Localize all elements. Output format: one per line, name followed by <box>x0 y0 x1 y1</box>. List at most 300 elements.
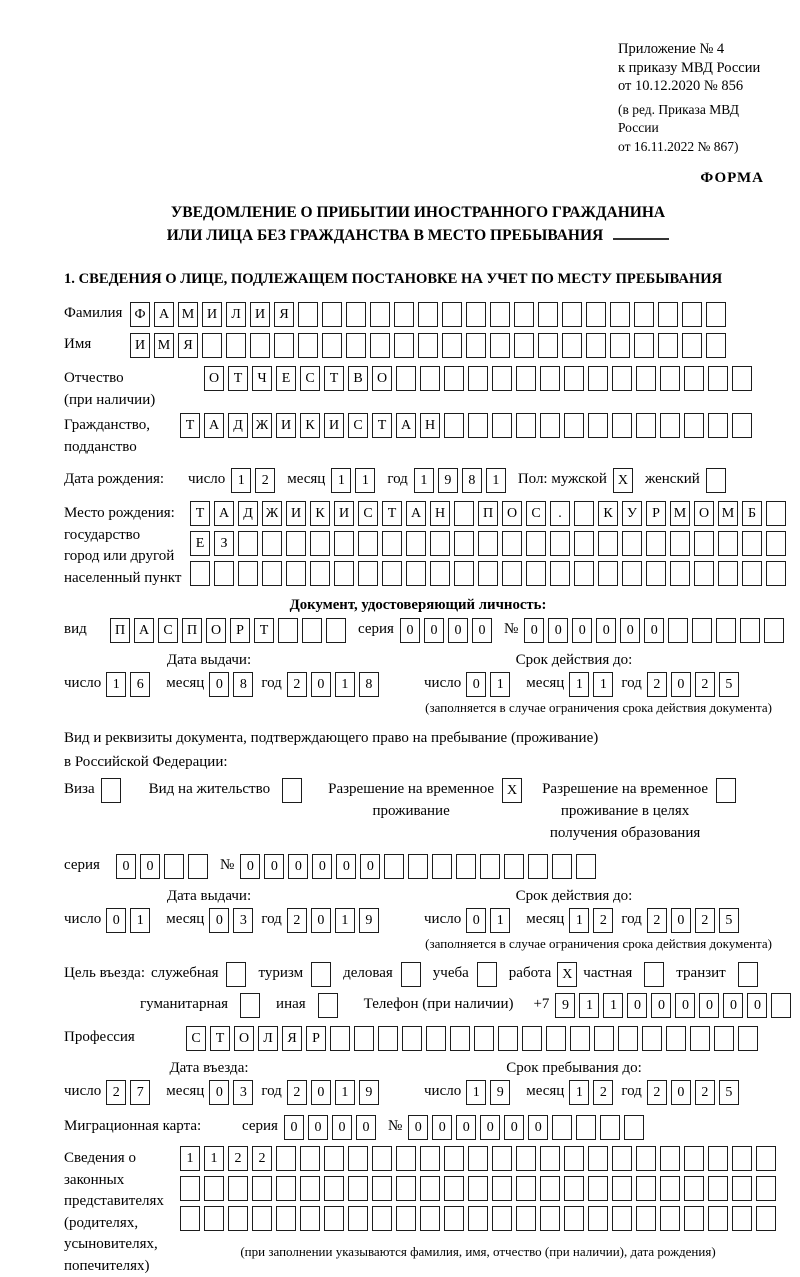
char-cell[interactable] <box>540 366 560 391</box>
char-cell[interactable] <box>420 366 440 391</box>
char-cell[interactable] <box>540 1146 560 1171</box>
char-cell[interactable] <box>468 413 488 438</box>
char-cell[interactable]: П <box>110 618 130 643</box>
char-cell[interactable]: 2 <box>287 908 307 933</box>
char-cell[interactable]: 8 <box>462 468 482 493</box>
char-cell[interactable] <box>262 531 282 556</box>
char-cell[interactable] <box>766 501 786 526</box>
char-cell[interactable] <box>718 561 738 586</box>
char-cell[interactable]: Ф <box>130 302 150 327</box>
char-cell[interactable] <box>444 366 464 391</box>
char-cell[interactable]: 9 <box>555 993 575 1018</box>
char-cell[interactable] <box>180 1176 200 1201</box>
char-cell[interactable] <box>442 333 462 358</box>
char-cell[interactable] <box>636 413 656 438</box>
char-cell[interactable] <box>570 1026 590 1051</box>
char-cell[interactable] <box>394 333 414 358</box>
temp-residence-education-checkbox[interactable] <box>716 778 736 803</box>
char-cell[interactable] <box>516 1206 536 1231</box>
char-cell[interactable] <box>764 618 784 643</box>
char-cell[interactable]: 0 <box>671 1080 691 1105</box>
purpose-business-checkbox[interactable] <box>401 962 421 987</box>
char-cell[interactable] <box>276 1146 296 1171</box>
char-cell[interactable]: М <box>670 501 690 526</box>
char-cell[interactable]: П <box>478 501 498 526</box>
char-cell[interactable] <box>228 1176 248 1201</box>
char-cell[interactable] <box>466 302 486 327</box>
char-cell[interactable] <box>732 1176 752 1201</box>
char-cell[interactable] <box>526 531 546 556</box>
char-cell[interactable]: 9 <box>490 1080 510 1105</box>
char-cell[interactable] <box>204 1176 224 1201</box>
char-cell[interactable] <box>204 1206 224 1231</box>
char-cell[interactable]: Ч <box>252 366 272 391</box>
char-cell[interactable]: Р <box>306 1026 326 1051</box>
char-cell[interactable]: Д <box>238 501 258 526</box>
char-cell[interactable] <box>300 1146 320 1171</box>
char-cell[interactable] <box>418 302 438 327</box>
char-cell[interactable]: 1 <box>355 468 375 493</box>
char-cell[interactable] <box>444 1176 464 1201</box>
char-cell[interactable]: 0 <box>408 1115 428 1140</box>
char-cell[interactable]: 0 <box>627 993 647 1018</box>
char-cell[interactable]: О <box>206 618 226 643</box>
char-cell[interactable]: Я <box>178 333 198 358</box>
char-cell[interactable] <box>370 333 390 358</box>
char-cell[interactable] <box>660 413 680 438</box>
char-cell[interactable] <box>498 1026 518 1051</box>
char-cell[interactable]: И <box>202 302 222 327</box>
char-cell[interactable] <box>708 1176 728 1201</box>
char-cell[interactable]: 0 <box>596 618 616 643</box>
char-cell[interactable] <box>322 333 342 358</box>
char-cell[interactable] <box>516 1176 536 1201</box>
char-cell[interactable] <box>478 561 498 586</box>
char-cell[interactable] <box>190 561 210 586</box>
char-cell[interactable] <box>636 1176 656 1201</box>
char-cell[interactable] <box>324 1206 344 1231</box>
char-cell[interactable] <box>666 1026 686 1051</box>
char-cell[interactable] <box>646 561 666 586</box>
char-cell[interactable] <box>468 366 488 391</box>
char-cell[interactable] <box>310 531 330 556</box>
char-cell[interactable] <box>492 1176 512 1201</box>
char-cell[interactable] <box>528 854 548 879</box>
char-cell[interactable] <box>214 561 234 586</box>
char-cell[interactable] <box>444 413 464 438</box>
char-cell[interactable] <box>598 531 618 556</box>
char-cell[interactable] <box>516 413 536 438</box>
char-cell[interactable] <box>468 1146 488 1171</box>
char-cell[interactable]: 9 <box>438 468 458 493</box>
char-cell[interactable]: Я <box>274 302 294 327</box>
char-cell[interactable]: М <box>154 333 174 358</box>
char-cell[interactable] <box>310 561 330 586</box>
char-cell[interactable]: 5 <box>719 1080 739 1105</box>
char-cell[interactable] <box>708 366 728 391</box>
char-cell[interactable]: С <box>348 413 368 438</box>
char-cell[interactable] <box>756 1206 776 1231</box>
char-cell[interactable] <box>660 1206 680 1231</box>
char-cell[interactable] <box>514 302 534 327</box>
char-cell[interactable]: 0 <box>311 908 331 933</box>
char-cell[interactable]: 0 <box>209 908 229 933</box>
char-cell[interactable]: 1 <box>204 1146 224 1171</box>
char-cell[interactable] <box>618 1026 638 1051</box>
char-cell[interactable]: 0 <box>400 618 420 643</box>
char-cell[interactable]: 2 <box>252 1146 272 1171</box>
char-cell[interactable] <box>660 1176 680 1201</box>
char-cell[interactable]: 1 <box>335 672 355 697</box>
char-cell[interactable] <box>490 333 510 358</box>
residence-permit-checkbox[interactable] <box>282 778 302 803</box>
char-cell[interactable]: 0 <box>356 1115 376 1140</box>
char-cell[interactable] <box>406 561 426 586</box>
char-cell[interactable] <box>684 1146 704 1171</box>
char-cell[interactable] <box>382 561 402 586</box>
char-cell[interactable] <box>384 854 404 879</box>
char-cell[interactable]: 8 <box>359 672 379 697</box>
char-cell[interactable] <box>430 561 450 586</box>
char-cell[interactable]: 0 <box>432 1115 452 1140</box>
char-cell[interactable]: 0 <box>644 618 664 643</box>
char-cell[interactable] <box>226 333 246 358</box>
char-cell[interactable] <box>708 413 728 438</box>
char-cell[interactable]: 1 <box>486 468 506 493</box>
char-cell[interactable]: С <box>300 366 320 391</box>
char-cell[interactable] <box>546 1026 566 1051</box>
char-cell[interactable]: 0 <box>336 854 356 879</box>
char-cell[interactable] <box>286 561 306 586</box>
char-cell[interactable]: 2 <box>287 1080 307 1105</box>
char-cell[interactable]: 2 <box>695 908 715 933</box>
char-cell[interactable]: Т <box>228 366 248 391</box>
char-cell[interactable]: 0 <box>747 993 767 1018</box>
char-cell[interactable] <box>334 561 354 586</box>
char-cell[interactable]: 0 <box>311 1080 331 1105</box>
char-cell[interactable] <box>354 1026 374 1051</box>
purpose-study-checkbox[interactable] <box>477 962 497 987</box>
char-cell[interactable]: А <box>204 413 224 438</box>
char-cell[interactable]: 1 <box>569 908 589 933</box>
purpose-humanitarian-checkbox[interactable] <box>240 993 260 1018</box>
char-cell[interactable]: Л <box>226 302 246 327</box>
char-cell[interactable] <box>468 1176 488 1201</box>
char-cell[interactable] <box>372 1176 392 1201</box>
char-cell[interactable]: 0 <box>723 993 743 1018</box>
char-cell[interactable]: А <box>154 302 174 327</box>
char-cell[interactable] <box>450 1026 470 1051</box>
char-cell[interactable]: 5 <box>719 672 739 697</box>
char-cell[interactable]: А <box>406 501 426 526</box>
char-cell[interactable] <box>474 1026 494 1051</box>
char-cell[interactable]: 1 <box>335 908 355 933</box>
char-cell[interactable]: 7 <box>130 1080 150 1105</box>
char-cell[interactable]: 2 <box>228 1146 248 1171</box>
char-cell[interactable] <box>372 1146 392 1171</box>
char-cell[interactable] <box>622 531 642 556</box>
char-cell[interactable] <box>300 1206 320 1231</box>
char-cell[interactable] <box>588 1146 608 1171</box>
char-cell[interactable] <box>694 561 714 586</box>
char-cell[interactable] <box>516 1146 536 1171</box>
char-cell[interactable] <box>588 1206 608 1231</box>
char-cell[interactable] <box>262 561 282 586</box>
char-cell[interactable]: 0 <box>675 993 695 1018</box>
char-cell[interactable]: 0 <box>456 1115 476 1140</box>
char-cell[interactable] <box>690 1026 710 1051</box>
purpose-work-checkbox[interactable]: X <box>557 962 577 987</box>
char-cell[interactable] <box>516 366 536 391</box>
char-cell[interactable] <box>274 333 294 358</box>
char-cell[interactable] <box>636 1206 656 1231</box>
char-cell[interactable]: 9 <box>359 1080 379 1105</box>
char-cell[interactable] <box>612 413 632 438</box>
char-cell[interactable] <box>396 1206 416 1231</box>
char-cell[interactable] <box>324 1176 344 1201</box>
char-cell[interactable] <box>396 366 416 391</box>
char-cell[interactable] <box>684 366 704 391</box>
char-cell[interactable]: 1 <box>180 1146 200 1171</box>
char-cell[interactable]: В <box>348 366 368 391</box>
char-cell[interactable] <box>738 1026 758 1051</box>
char-cell[interactable] <box>346 302 366 327</box>
char-cell[interactable]: 0 <box>572 618 592 643</box>
char-cell[interactable]: 1 <box>593 672 613 697</box>
char-cell[interactable]: Н <box>430 501 450 526</box>
char-cell[interactable] <box>684 1206 704 1231</box>
char-cell[interactable]: 0 <box>288 854 308 879</box>
char-cell[interactable] <box>564 413 584 438</box>
char-cell[interactable] <box>732 1206 752 1231</box>
char-cell[interactable]: 1 <box>335 1080 355 1105</box>
char-cell[interactable] <box>766 561 786 586</box>
char-cell[interactable]: 0 <box>671 672 691 697</box>
char-cell[interactable] <box>326 618 346 643</box>
char-cell[interactable]: 0 <box>480 1115 500 1140</box>
char-cell[interactable] <box>682 302 702 327</box>
char-cell[interactable] <box>504 854 524 879</box>
char-cell[interactable]: 0 <box>116 854 136 879</box>
char-cell[interactable] <box>324 1146 344 1171</box>
char-cell[interactable]: 0 <box>311 672 331 697</box>
char-cell[interactable]: Б <box>742 501 762 526</box>
char-cell[interactable] <box>732 413 752 438</box>
char-cell[interactable]: 1 <box>603 993 623 1018</box>
char-cell[interactable]: Ж <box>252 413 272 438</box>
char-cell[interactable]: М <box>718 501 738 526</box>
char-cell[interactable] <box>682 333 702 358</box>
char-cell[interactable] <box>706 333 726 358</box>
char-cell[interactable] <box>526 561 546 586</box>
char-cell[interactable] <box>562 302 582 327</box>
char-cell[interactable] <box>670 561 690 586</box>
char-cell[interactable] <box>610 302 630 327</box>
char-cell[interactable] <box>622 561 642 586</box>
char-cell[interactable]: И <box>130 333 150 358</box>
char-cell[interactable]: 1 <box>569 1080 589 1105</box>
char-cell[interactable] <box>396 1176 416 1201</box>
char-cell[interactable]: 0 <box>528 1115 548 1140</box>
char-cell[interactable] <box>164 854 184 879</box>
char-cell[interactable] <box>502 531 522 556</box>
char-cell[interactable]: Т <box>372 413 392 438</box>
char-cell[interactable]: И <box>276 413 296 438</box>
char-cell[interactable] <box>334 531 354 556</box>
char-cell[interactable] <box>636 1146 656 1171</box>
char-cell[interactable] <box>202 333 222 358</box>
char-cell[interactable] <box>668 618 688 643</box>
char-cell[interactable]: Р <box>646 501 666 526</box>
char-cell[interactable] <box>732 1146 752 1171</box>
char-cell[interactable] <box>298 302 318 327</box>
char-cell[interactable] <box>454 501 474 526</box>
char-cell[interactable] <box>302 618 322 643</box>
char-cell[interactable]: 1 <box>331 468 351 493</box>
char-cell[interactable] <box>538 333 558 358</box>
char-cell[interactable]: К <box>300 413 320 438</box>
char-cell[interactable] <box>468 1206 488 1231</box>
char-cell[interactable] <box>538 302 558 327</box>
char-cell[interactable]: 1 <box>569 672 589 697</box>
char-cell[interactable]: А <box>134 618 154 643</box>
char-cell[interactable] <box>278 618 298 643</box>
char-cell[interactable]: Е <box>276 366 296 391</box>
char-cell[interactable]: О <box>204 366 224 391</box>
char-cell[interactable]: 2 <box>106 1080 126 1105</box>
char-cell[interactable]: Т <box>382 501 402 526</box>
char-cell[interactable] <box>492 413 512 438</box>
char-cell[interactable] <box>550 531 570 556</box>
char-cell[interactable] <box>444 1206 464 1231</box>
char-cell[interactable] <box>348 1206 368 1231</box>
char-cell[interactable] <box>408 854 428 879</box>
char-cell[interactable]: С <box>186 1026 206 1051</box>
char-cell[interactable] <box>612 1146 632 1171</box>
char-cell[interactable] <box>238 531 258 556</box>
char-cell[interactable] <box>564 1176 584 1201</box>
char-cell[interactable]: П <box>182 618 202 643</box>
char-cell[interactable] <box>740 618 760 643</box>
char-cell[interactable] <box>402 1026 422 1051</box>
char-cell[interactable] <box>348 1146 368 1171</box>
char-cell[interactable] <box>430 531 450 556</box>
char-cell[interactable]: 5 <box>719 908 739 933</box>
char-cell[interactable] <box>466 333 486 358</box>
char-cell[interactable] <box>564 1206 584 1231</box>
char-cell[interactable]: С <box>358 501 378 526</box>
char-cell[interactable] <box>552 1115 572 1140</box>
char-cell[interactable] <box>276 1206 296 1231</box>
char-cell[interactable]: 1 <box>106 672 126 697</box>
char-cell[interactable] <box>771 993 791 1018</box>
char-cell[interactable]: М <box>178 302 198 327</box>
char-cell[interactable] <box>188 854 208 879</box>
char-cell[interactable] <box>646 531 666 556</box>
char-cell[interactable]: К <box>310 501 330 526</box>
char-cell[interactable] <box>598 561 618 586</box>
char-cell[interactable]: 0 <box>620 618 640 643</box>
char-cell[interactable]: С <box>158 618 178 643</box>
char-cell[interactable]: 0 <box>466 672 486 697</box>
visa-checkbox[interactable] <box>101 778 121 803</box>
char-cell[interactable] <box>238 561 258 586</box>
char-cell[interactable]: 2 <box>695 672 715 697</box>
char-cell[interactable] <box>694 531 714 556</box>
char-cell[interactable] <box>624 1115 644 1140</box>
char-cell[interactable] <box>732 366 752 391</box>
char-cell[interactable]: 1 <box>490 672 510 697</box>
char-cell[interactable]: 1 <box>130 908 150 933</box>
char-cell[interactable]: Н <box>420 413 440 438</box>
char-cell[interactable]: О <box>502 501 522 526</box>
char-cell[interactable] <box>522 1026 542 1051</box>
char-cell[interactable]: 0 <box>284 1115 304 1140</box>
char-cell[interactable] <box>444 1146 464 1171</box>
char-cell[interactable] <box>382 531 402 556</box>
char-cell[interactable]: И <box>334 501 354 526</box>
char-cell[interactable] <box>708 1146 728 1171</box>
char-cell[interactable]: О <box>234 1026 254 1051</box>
char-cell[interactable]: И <box>286 501 306 526</box>
char-cell[interactable]: 2 <box>287 672 307 697</box>
char-cell[interactable] <box>276 1176 296 1201</box>
char-cell[interactable] <box>480 854 500 879</box>
char-cell[interactable] <box>594 1026 614 1051</box>
char-cell[interactable]: 1 <box>579 993 599 1018</box>
char-cell[interactable] <box>540 1176 560 1201</box>
char-cell[interactable]: Я <box>282 1026 302 1051</box>
char-cell[interactable] <box>420 1206 440 1231</box>
char-cell[interactable] <box>658 302 678 327</box>
char-cell[interactable]: 0 <box>699 993 719 1018</box>
char-cell[interactable] <box>300 1176 320 1201</box>
char-cell[interactable]: 0 <box>472 618 492 643</box>
char-cell[interactable] <box>660 366 680 391</box>
char-cell[interactable] <box>742 561 762 586</box>
char-cell[interactable] <box>492 1146 512 1171</box>
char-cell[interactable]: 0 <box>466 908 486 933</box>
char-cell[interactable]: 0 <box>312 854 332 879</box>
char-cell[interactable] <box>660 1146 680 1171</box>
char-cell[interactable]: 0 <box>140 854 160 879</box>
char-cell[interactable] <box>298 333 318 358</box>
char-cell[interactable] <box>540 413 560 438</box>
char-cell[interactable] <box>250 333 270 358</box>
char-cell[interactable]: 3 <box>233 1080 253 1105</box>
char-cell[interactable] <box>454 531 474 556</box>
char-cell[interactable]: А <box>214 501 234 526</box>
purpose-transit-checkbox[interactable] <box>738 962 758 987</box>
char-cell[interactable] <box>588 413 608 438</box>
char-cell[interactable]: 0 <box>240 854 260 879</box>
char-cell[interactable] <box>490 302 510 327</box>
char-cell[interactable] <box>550 561 570 586</box>
char-cell[interactable] <box>514 333 534 358</box>
purpose-official-checkbox[interactable] <box>226 962 246 987</box>
purpose-tourism-checkbox[interactable] <box>311 962 331 987</box>
char-cell[interactable] <box>574 561 594 586</box>
char-cell[interactable] <box>706 302 726 327</box>
char-cell[interactable] <box>456 854 476 879</box>
char-cell[interactable] <box>330 1026 350 1051</box>
char-cell[interactable]: 2 <box>255 468 275 493</box>
char-cell[interactable] <box>378 1026 398 1051</box>
char-cell[interactable] <box>426 1026 446 1051</box>
char-cell[interactable] <box>420 1146 440 1171</box>
char-cell[interactable] <box>432 854 452 879</box>
sex-male-checkbox[interactable]: X <box>613 468 633 493</box>
